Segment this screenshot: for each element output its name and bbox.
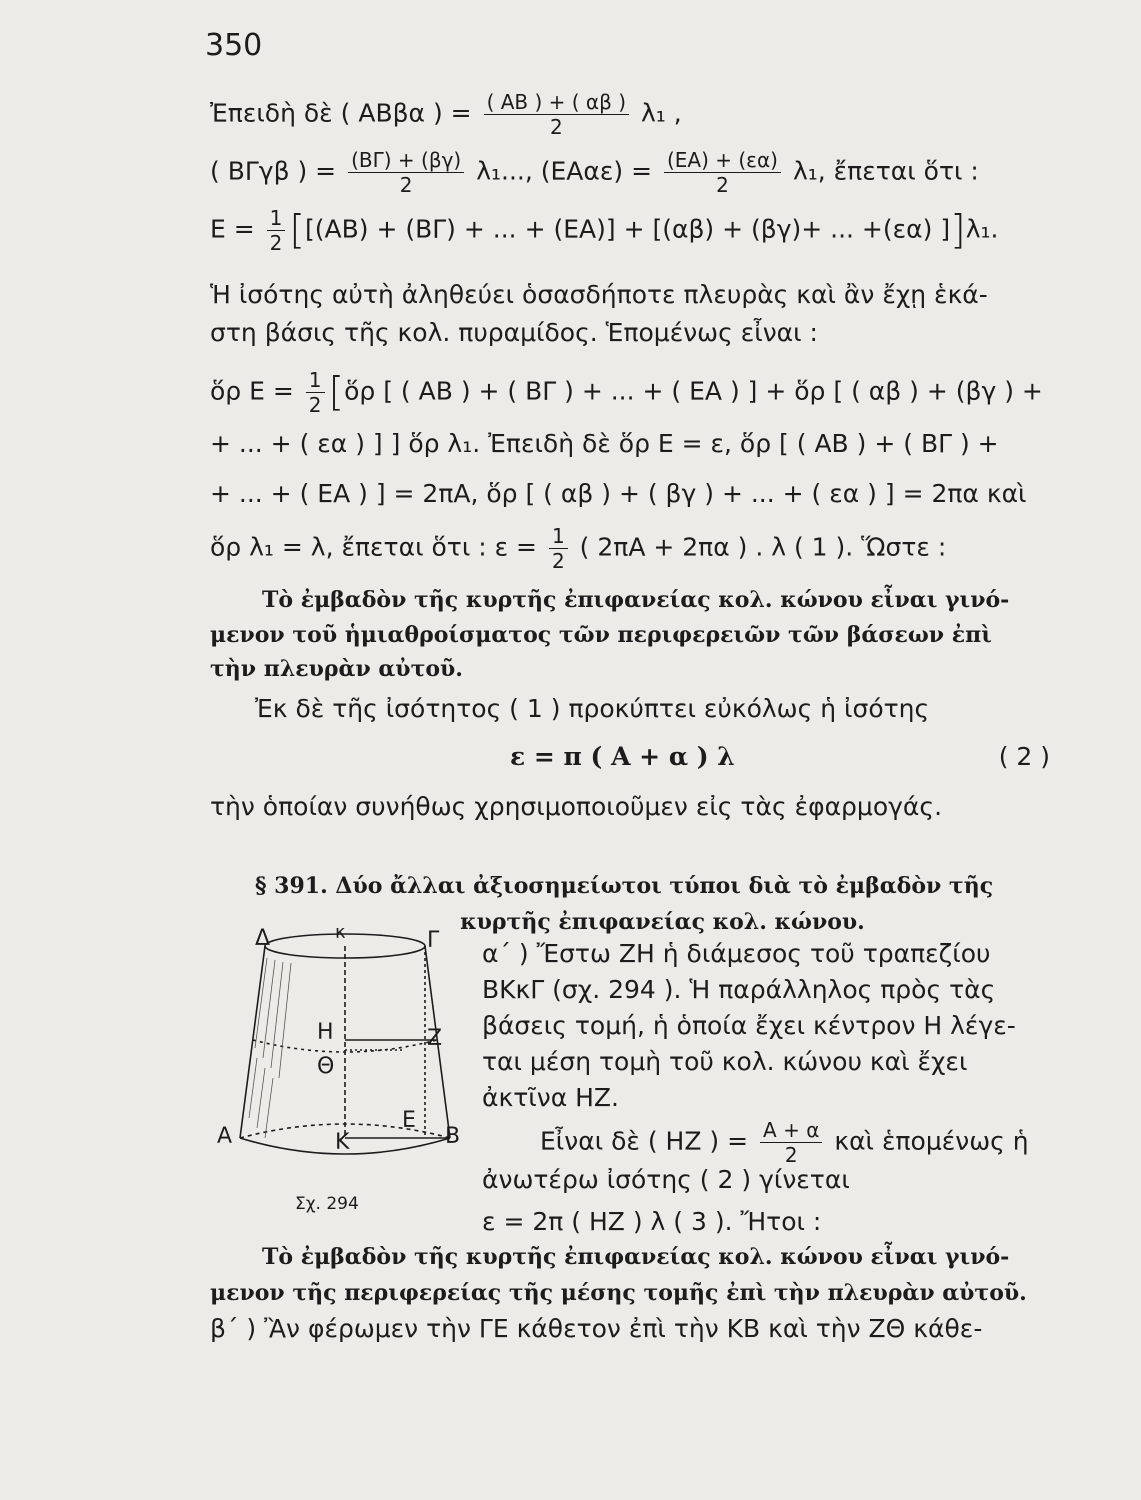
equation-line: + ... + ( εα ) ] ] ὅρ λ₁. Ἐπειδὴ δὲ ὅρ E = ε, ὅρ [ ( AB ) + ( ΒΓ ) + — [210, 429, 999, 458]
figure-frustum — [205, 918, 480, 1218]
paragraph-line: στη βάσις τῆς κολ. πυραμίδος. Ἑπομένως εἶναι : — [210, 318, 818, 347]
equation-E: E = $\frac{1}{2}$ [[(AB) + (ΒΓ) + ... + (ΕΑ)] + [(αβ) + (βγ)+ ... +(εα) ]]λ₁. — [210, 206, 999, 255]
label-K: Κ — [335, 1130, 350, 1155]
label-Th: Θ — [317, 1054, 335, 1079]
page-number: 350 — [205, 28, 263, 63]
paragraph-line: Ἡ ἰσότης αὐτὴ ἀληθεύει ὁσασδήποτε πλευρὰς καὶ ἂν ἔχῃ ἑκά- — [210, 280, 988, 309]
section-heading: § 391. Δύο ἄλλαι ἀξιοσημείωτοι τύποι διὰ τὸ ἐμβαδὸν τῆς κυρτῆς ἐπιφανείας κολ. κώνου. — [255, 873, 994, 935]
equation-ABba: Ἐπειδὴ δὲ ( ABβα ) = $\frac{( AB ) + ( \alpha\beta )}{2}$ λ₁ , — [210, 90, 682, 139]
equation-3: ε = 2π ( ΗΖ ) λ ( 3 ). Ἤτοι : — [482, 1207, 822, 1236]
theorem-line: Τὸ ἐμβαδὸν τῆς κυρτῆς ἐπιφανείας κολ. κώνου εἶναι γινό- — [262, 1244, 1010, 1270]
fraction: $\frac{A + \alpha}{2}$ — [760, 1120, 822, 1165]
paragraph-line: τὴν ὁποίαν συνήθως χρησιμοποιοῦμεν εἰς τὰς ἐφαρμογάς. — [210, 792, 943, 821]
theorem-line: μενον τῆς περιφερείας τῆς μέσης τομῆς ἐπὶ τὴν πλευρὰν αὐτοῦ. — [210, 1280, 1027, 1306]
fraction: $\frac{(B\Gamma) + (\beta\gamma)}{2}$ — [348, 150, 464, 195]
fraction: $\frac{(EA) + (\varepsilon\alpha)}{2}$ — [664, 150, 781, 195]
label-E: Ε — [402, 1108, 416, 1133]
side-line: ἀκτῖνα ΗΖ. — [482, 1083, 619, 1112]
fraction: $\frac{1}{2}$ — [549, 526, 568, 571]
equation-line: + ... + ( ΕΑ ) ] = 2πΑ, ὅρ [ ( αβ ) + ( βγ ) + ... + ( εα ) ] = 2πα καὶ — [210, 479, 1027, 508]
theorem-line: τὴν πλευρὰν αὐτοῦ. — [210, 656, 463, 682]
theorem-line: μενον τοῦ ἡμιαθροίσματος τῶν περιφερειῶν τῶν βάσεων ἐπὶ — [210, 622, 992, 648]
frustum-diagram — [205, 918, 480, 1198]
side-line: βάσεις τομή, ἡ ὁποία ἔχει κέντρον Η λέγε- — [482, 1011, 1016, 1040]
side-line: ται μέση τομὴ τοῦ κολ. κώνου καὶ ἔχει — [482, 1047, 968, 1076]
equation-orE: ὅρ E = $\frac{1}{2}$ [ὅρ [ ( AB ) + ( ΒΓ ) + ... + ( ΕΑ ) ] + ὅρ [ ( αβ ) + (βγ ) + — [210, 368, 1043, 417]
side-line: α΄ ) Ἔστω ΖΗ ἡ διάμεσος τοῦ τραπεζίου — [482, 939, 991, 968]
fraction: $\frac{( AB ) + ( \alpha\beta )}{2}$ — [484, 92, 629, 137]
equation-HZ: Εἶναι δὲ ( ΗΖ ) = $\frac{A + \alpha}{2}$ καὶ ἑπομένως ἡ — [540, 1118, 1029, 1167]
paragraph-line: Ἐκ δὲ τῆς ἰσότητος ( 1 ) προκύπτει εὐκόλως ἡ ἰσότης — [255, 694, 930, 723]
label-H: Η — [317, 1020, 334, 1045]
fraction: $\frac{1}{2}$ — [267, 208, 286, 253]
equation-final: ὅρ λ₁ = λ, ἔπεται ὅτι : ε = $\frac{1}{2}$ ( 2πΑ + 2πα ) . λ ( 1 ). Ὥστε : — [210, 524, 947, 573]
side-line: ἀνωτέρω ἰσότης ( 2 ) γίνεται — [482, 1165, 850, 1194]
theorem-line: Τὸ ἐμβαδὸν τῆς κυρτῆς ἐπιφανείας κολ. κώνου εἶναι γινό- — [262, 587, 1010, 613]
equation-BGgb: ( ΒΓγβ ) = $\frac{(B\Gamma) + (\beta\gamma)}{2}$ λ₁..., (ΕΑαε) = $\frac{(EA) + (\varepsilon\alpha)}{2}$ λ₁, ἔπεται ὅτι : — [210, 148, 979, 197]
label-B: Β — [445, 1124, 461, 1149]
paragraph-line: β΄ ) Ἂν φέρωμεν τὴν ΓΕ κάθετον ἐπὶ τὴν ΚΒ καὶ τὴν ΖΘ κάθε- — [210, 1314, 983, 1343]
fraction: $\frac{1}{2}$ — [306, 370, 325, 415]
label-Z: Ζ — [427, 1026, 443, 1051]
label-k: κ — [335, 922, 346, 943]
label-D: Δ — [255, 926, 271, 951]
side-line: ΒΚκΓ (σχ. 294 ). Ἡ παράλληλος πρὸς τὰς — [482, 975, 996, 1004]
label-G: Γ — [427, 928, 440, 953]
figure-caption: Σχ. 294 — [295, 1194, 359, 1214]
eq-lead: Ἐπειδὴ δὲ ( ABβα ) = — [210, 98, 472, 128]
label-A: Α — [217, 1124, 233, 1149]
